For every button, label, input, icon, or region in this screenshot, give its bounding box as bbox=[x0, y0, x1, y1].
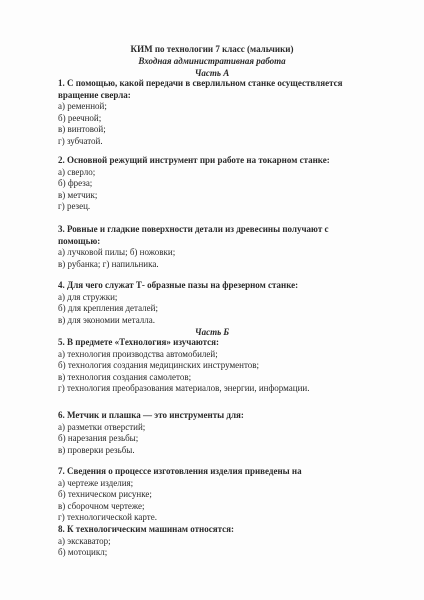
part-b-heading: Часть Б bbox=[194, 327, 230, 337]
answer-option: в) технология создания самолетов; bbox=[58, 371, 192, 382]
answer-option: б) для крепления деталей; bbox=[58, 303, 158, 313]
answer-option: а) сверло; bbox=[58, 166, 96, 177]
answer-option: б) нарезания резьбы; bbox=[58, 433, 139, 443]
answer-option: а) чертеже изделия; bbox=[58, 477, 134, 488]
answer-option: а) для стружки; bbox=[58, 291, 118, 302]
answer-option: а) разметки отверстий; bbox=[58, 421, 146, 432]
answer-option: в) метчик; bbox=[58, 189, 98, 200]
question-6 bbox=[58, 410, 370, 456]
document-subtitle: Входная административная работа bbox=[138, 56, 286, 66]
answer-option: б) технология создания медицинских инструментов; bbox=[58, 360, 260, 370]
answer-option: в) для экономии металла. bbox=[58, 314, 155, 325]
answer-option: б) техническом рисунке; bbox=[58, 489, 152, 499]
question-text: 5. В предмете «Технология» изучаются: bbox=[58, 337, 219, 347]
question-text: 4. Для чего служат Т- образные пазы на фрезерном станке: bbox=[58, 280, 299, 290]
question-text: вращение сверла: bbox=[58, 89, 131, 100]
answer-option: а) лучковой пилы; б) ножовки; bbox=[58, 247, 176, 257]
question-text: 1. С помощью, какой передачи в сверлильном станке осуществляется bbox=[58, 78, 343, 88]
answer-option: б) мотоцикл; bbox=[58, 547, 108, 557]
question-text: 7. Сведения о процессе изготовления изделия приведены на bbox=[58, 466, 302, 476]
question-text: помощью: bbox=[58, 235, 101, 246]
question-text: 8. К технологическим машинам относятся: bbox=[58, 524, 234, 534]
question-7 bbox=[58, 466, 370, 524]
question-text: 3. Ровные и гладкие поверхности детали из древесины получают с bbox=[58, 224, 329, 234]
answer-option: а) технология производства автомобилей; bbox=[58, 348, 218, 359]
answer-option: в) проверки резьбы. bbox=[58, 444, 135, 455]
answer-option: б) реечной; bbox=[58, 112, 102, 123]
part-a-heading: Часть А bbox=[194, 68, 230, 78]
answer-option: в) сборочном чертеже; bbox=[58, 500, 145, 511]
answer-option: б) фреза; bbox=[58, 178, 93, 188]
question-1 bbox=[58, 78, 370, 147]
answer-option: а) ременной; bbox=[58, 101, 107, 111]
answer-option: а) экскаватор; bbox=[58, 535, 111, 546]
question-2 bbox=[58, 155, 370, 213]
question-text: 2. Основной режущий инструмент при работе на токарном станке: bbox=[58, 155, 330, 165]
answer-option: г) зубчатой. bbox=[58, 135, 103, 146]
question-8 bbox=[58, 524, 370, 559]
answer-option: г) технологической карте. bbox=[58, 512, 157, 522]
answer-option: в) рубанка; г) напильника. bbox=[58, 258, 159, 269]
answer-option: г) технология преобразования материалов, энергии, информации. bbox=[58, 383, 310, 393]
question-3 bbox=[58, 224, 370, 270]
answer-option: в) винтовой; bbox=[58, 124, 106, 134]
question-5 bbox=[58, 337, 370, 395]
question-text: 6. Метчик и плашка — это инструменты для: bbox=[58, 410, 244, 420]
question-4 bbox=[58, 280, 370, 326]
document-title: КИМ по технологии 7 класс (мальчики) bbox=[130, 44, 294, 54]
answer-option: г) резец. bbox=[58, 201, 91, 211]
